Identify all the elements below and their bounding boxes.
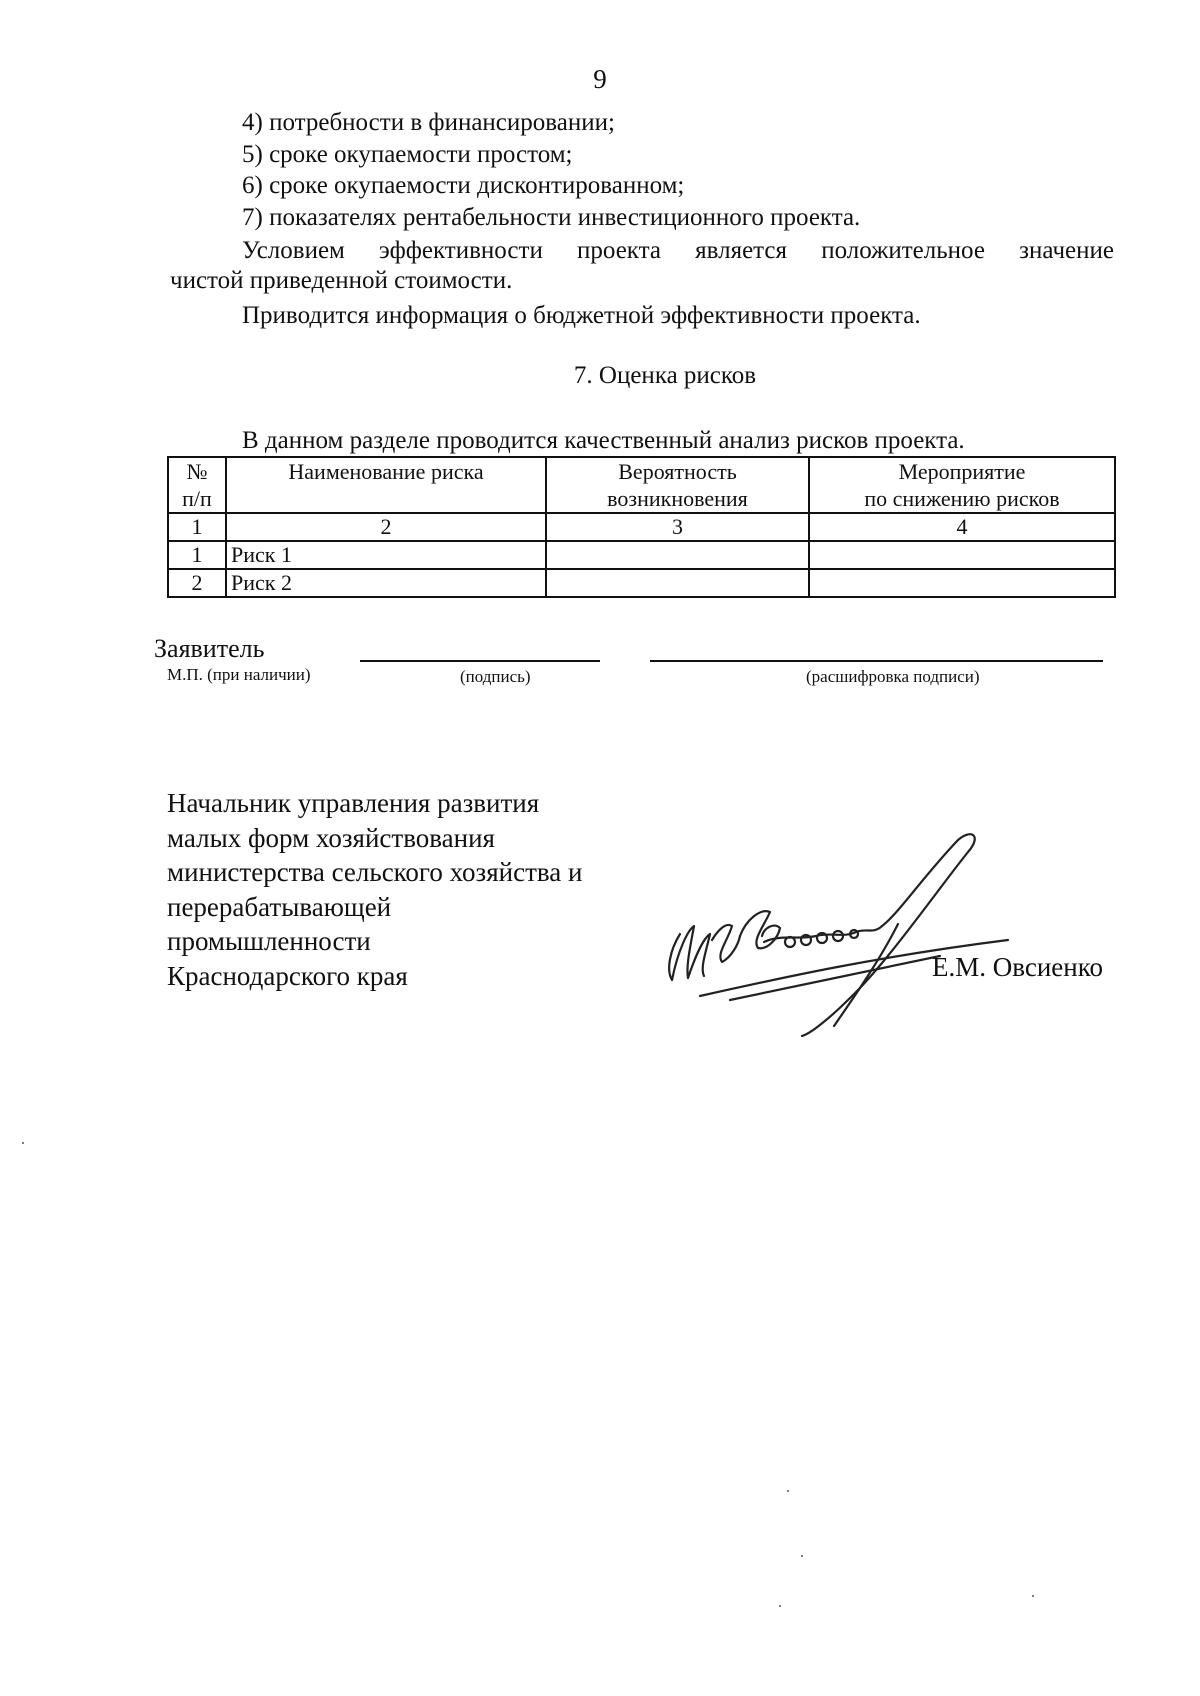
- condition-paragraph-line: чистой приведенной стоимости.: [170, 267, 513, 294]
- column-number-cell: 1: [168, 513, 226, 541]
- official-title-line: Начальник управления развития: [167, 788, 540, 818]
- header-number-line: №: [186, 459, 208, 484]
- official-title-line: министерства сельского хозяйства и: [167, 857, 583, 887]
- decode-caption: (расшифровка подписи): [806, 667, 980, 686]
- scan-speck: [779, 1605, 781, 1607]
- list-item: 6) сроке окупаемости дисконтированном;: [242, 172, 685, 199]
- signature-line: [360, 660, 600, 662]
- scan-speck: [787, 1490, 789, 1492]
- list-item: 5) сроке окупаемости простом;: [242, 141, 573, 168]
- header-cell-number: [168, 457, 226, 513]
- applicant-label: Заявитель: [154, 634, 265, 663]
- official-title-line: промышленности: [167, 926, 371, 956]
- risk-name-cell: Риск 2: [226, 569, 546, 597]
- condition-paragraph-line: Условием эффективности проекта является положительное значение: [242, 237, 1114, 264]
- row-number-cell: 2: [168, 569, 226, 597]
- header-name-text: Наименование риска: [288, 459, 484, 484]
- header-cell-name: [226, 457, 546, 513]
- official-title-line: малых форм хозяйствования: [167, 822, 495, 853]
- header-number-line: п/п: [182, 486, 212, 511]
- decode-line: [650, 660, 1103, 662]
- section-intro: В данном разделе проводится качественный анализ рисков проекта.: [242, 427, 965, 454]
- list-item: 7) показателях рентабельности инвестиционного проекта.: [242, 204, 861, 231]
- risk-probability-cell: [546, 541, 809, 569]
- column-number-cell: 3: [546, 513, 809, 541]
- risk-measure-cell: [809, 569, 1115, 597]
- header-probability-line: Вероятность: [618, 459, 737, 484]
- header-measure-line: по снижению рисков: [864, 486, 1060, 511]
- signature-caption: (подпись): [460, 667, 531, 686]
- table-row: [168, 569, 1115, 597]
- scan-speck: [801, 1555, 803, 1557]
- risk-measure-cell: [809, 541, 1115, 569]
- header-probability-line: возникновения: [607, 486, 748, 511]
- header-cell-probability: [546, 457, 809, 513]
- official-title-line: Краснодарского края: [167, 960, 408, 991]
- column-number-cell: 2: [226, 513, 546, 541]
- handwritten-signature: [660, 830, 1020, 1040]
- budget-paragraph: Приводится информация о бюджетной эффективности проекта.: [242, 302, 921, 329]
- risk-table: [167, 456, 1116, 598]
- header-cell-measure: [809, 457, 1115, 513]
- official-title-line: перерабатывающей: [167, 891, 392, 922]
- column-number-cell: 4: [809, 513, 1115, 541]
- column-number-row: [168, 513, 1115, 541]
- scan-speck: [22, 1142, 24, 1144]
- section-title: 7. Оценка рисков: [573, 362, 757, 389]
- official-title: [167, 786, 582, 993]
- row-number-cell: 1: [168, 541, 226, 569]
- scan-speck: [1032, 1595, 1034, 1597]
- risk-probability-cell: [546, 569, 809, 597]
- stamp-note: М.П. (при наличии): [167, 665, 311, 684]
- list-item: 4) потребности в финансировании;: [242, 109, 615, 136]
- table-header-row: [168, 457, 1115, 513]
- risk-name-cell: Риск 1: [226, 541, 546, 569]
- table-row: [168, 541, 1115, 569]
- header-measure-line: Мероприятие: [898, 459, 1026, 484]
- official-name: Е.М. Овсиенко: [932, 952, 1103, 982]
- page-number: 9: [593, 64, 607, 94]
